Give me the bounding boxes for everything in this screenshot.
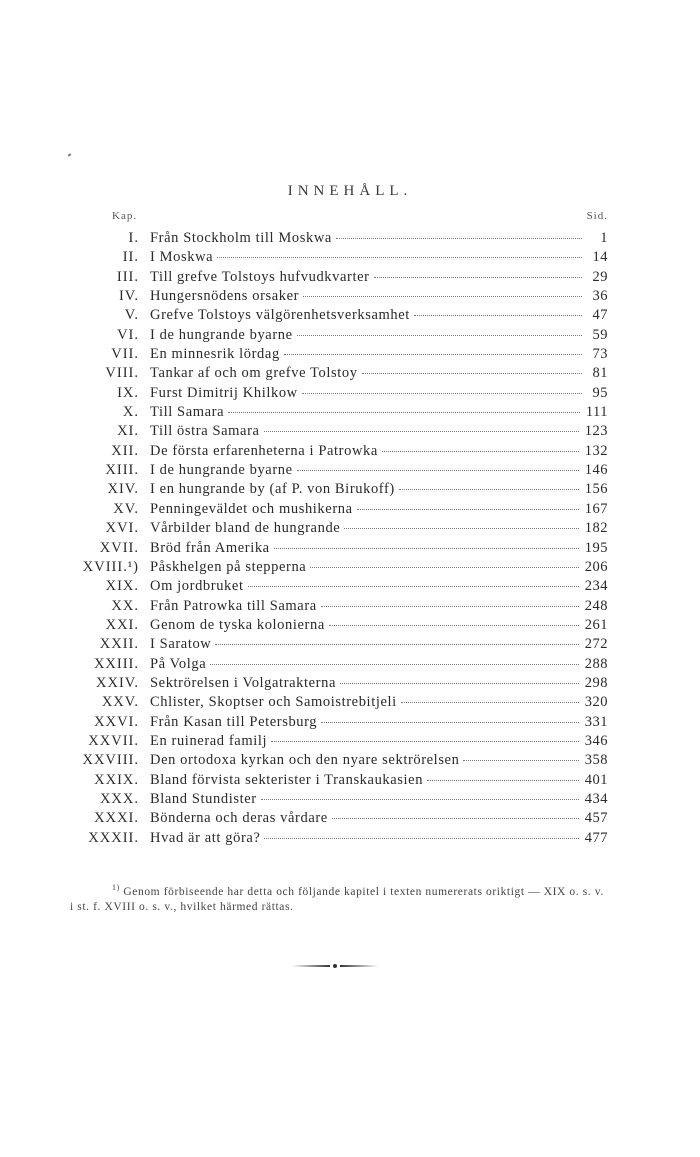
page-number: 156 — [584, 481, 608, 498]
chapter-number: XV. — [113, 500, 139, 517]
page-number: 81 — [592, 365, 608, 382]
page-number: 182 — [584, 520, 608, 537]
dot-leader — [374, 277, 582, 278]
toc-row — [60, 539, 608, 558]
table-of-contents — [60, 229, 608, 848]
page-number: 206 — [584, 558, 608, 575]
chapter-number: III. — [116, 268, 139, 285]
chapter-title: Grefve Tolstoys välgörenhetsverksamhet — [150, 307, 410, 324]
decorative-rule-ornament — [290, 960, 380, 972]
dot-leader — [344, 528, 578, 529]
toc-row — [60, 268, 608, 287]
dot-leader — [382, 451, 579, 452]
dot-leader — [228, 412, 580, 413]
toc-row — [60, 693, 608, 712]
chapter-number: XIII. — [105, 462, 139, 479]
toc-row — [60, 384, 608, 403]
toc-row — [60, 809, 608, 828]
dot-leader — [302, 393, 582, 394]
dot-leader — [284, 354, 582, 355]
chapter-number: VI. — [117, 326, 139, 343]
page-number: 95 — [592, 384, 608, 401]
toc-row — [60, 480, 608, 499]
page-number: 1 — [600, 230, 608, 246]
toc-row — [60, 287, 608, 306]
chapter-title: Bland Stundister — [150, 790, 257, 807]
page-number: 358 — [584, 752, 608, 769]
footnote — [70, 880, 608, 915]
chapter-title: Från Kasan till Petersburg — [150, 713, 318, 730]
page-number: 29 — [592, 268, 608, 285]
chapter-title: Tankar af och om grefve Tolstoy — [150, 365, 358, 382]
toc-row — [60, 248, 608, 267]
chapter-number: V. — [124, 307, 139, 324]
page-number: 346 — [584, 732, 608, 749]
chapter-title: Sektrörelsen i Volgatrakterna — [150, 674, 336, 691]
dot-leader — [217, 257, 582, 258]
toc-row — [60, 751, 608, 770]
toc-row — [60, 829, 608, 848]
page-number: 261 — [584, 616, 608, 633]
chapter-number: XXII. — [99, 636, 139, 653]
chapter-number: XXX. — [99, 790, 139, 807]
chapter-title: I en hungrande by (af P. von Birukoff) — [150, 481, 395, 498]
toc-row — [60, 442, 608, 461]
page-number: 111 — [585, 404, 608, 421]
toc-row — [60, 732, 608, 751]
chapter-number: VII. — [111, 346, 139, 363]
chapter-title: Den ortodoxa kyrkan och den nyare sektrörelsen — [150, 752, 460, 769]
chapter-number: XXVII. — [88, 732, 139, 749]
chapter-number: XII. — [111, 442, 139, 459]
chapter-number: XXXI. — [94, 810, 139, 827]
dot-leader — [248, 586, 579, 587]
toc-row — [60, 461, 608, 480]
chapter-title: Chlister, Skoptser och Samoistrebitjeli — [150, 694, 397, 711]
chapter-number: XI. — [117, 423, 139, 440]
toc-row — [60, 577, 608, 596]
dot-leader — [297, 335, 582, 336]
toc-row — [60, 674, 608, 693]
chapter-number: I. — [128, 230, 139, 246]
dot-leader — [321, 722, 579, 723]
page-number: 331 — [584, 713, 608, 730]
chapter-title: I Moskwa — [150, 249, 214, 266]
chapter-number: II. — [122, 249, 139, 266]
chapter-number: IX. — [117, 384, 139, 401]
toc-row — [60, 345, 608, 364]
page-number: 59 — [592, 326, 608, 343]
chapter-title: Påskhelgen på stepperna — [150, 558, 307, 575]
chapter-number: XXIII. — [93, 655, 139, 672]
page-number: 132 — [584, 442, 608, 459]
page-number: 248 — [584, 597, 608, 614]
toc-row — [60, 790, 608, 809]
ink-speck — [68, 153, 72, 156]
dot-leader — [332, 818, 579, 819]
chapter-title: Furst Dimitrij Khilkow — [150, 384, 298, 401]
dot-leader — [414, 315, 582, 316]
chapter-number: XXV. — [101, 694, 139, 711]
toc-row — [60, 771, 608, 790]
chapter-number: XIV. — [107, 481, 139, 498]
page-number: 298 — [584, 674, 608, 691]
chapter-title: Till grefve Tolstoys hufvudkvarter — [150, 268, 370, 285]
dot-leader — [321, 606, 579, 607]
page-number: 123 — [584, 423, 608, 440]
chapter-title: Penningeväldet och mushikerna — [150, 500, 353, 517]
chapter-title: Från Patrowka till Samara — [150, 597, 317, 614]
toc-row — [60, 635, 608, 654]
dot-leader — [329, 625, 579, 626]
toc-row — [60, 403, 608, 422]
page-number: 434 — [584, 790, 608, 807]
chapter-title: Bröd från Amerika — [150, 539, 270, 556]
chapter-number: XXVI. — [94, 713, 139, 730]
chapter-number: XXIX. — [94, 771, 139, 788]
dot-leader — [215, 644, 578, 645]
chapter-title: Till östra Samara — [150, 423, 260, 440]
chapter-title: Från Stockholm till Moskwa — [150, 230, 332, 246]
toc-row — [60, 713, 608, 732]
page-number: 73 — [592, 346, 608, 363]
dot-leader — [274, 548, 579, 549]
dot-leader — [463, 760, 578, 761]
dot-leader — [336, 238, 582, 239]
page-number: 195 — [584, 539, 608, 556]
toc-row — [60, 655, 608, 674]
page-number: 146 — [584, 462, 608, 479]
toc-row — [60, 306, 608, 325]
chapter-title: Om jordbruket — [150, 578, 244, 595]
chapter-column-header: Kap. — [112, 210, 138, 222]
page-number: 401 — [584, 771, 608, 788]
page-number: 320 — [584, 694, 608, 711]
dot-leader — [427, 780, 579, 781]
dot-leader — [310, 567, 578, 568]
dot-leader — [264, 431, 579, 432]
dot-leader — [303, 296, 582, 297]
toc-row — [60, 364, 608, 383]
chapter-title: På Volga — [150, 655, 207, 672]
chapter-title: Bland förvista sekterister i Transkaukasien — [150, 771, 424, 788]
toc-row — [60, 326, 608, 345]
page-number: 167 — [584, 500, 608, 517]
chapter-number: XVIII.¹) — [82, 558, 139, 575]
toc-row — [60, 229, 608, 248]
page-number: 234 — [584, 578, 608, 595]
chapter-title: Vårbilder bland de hungrande — [150, 520, 341, 537]
footnote-marker: 1) — [112, 883, 120, 892]
chapter-title: I de hungrande byarne — [150, 326, 293, 343]
page-number: 272 — [584, 636, 608, 653]
chapter-number: X. — [122, 404, 139, 421]
chapter-number: XXXII. — [88, 829, 139, 846]
chapter-title: Hvad är att göra? — [150, 829, 261, 846]
dot-leader — [362, 373, 582, 374]
dot-leader — [357, 509, 579, 510]
chapter-title: Genom de tyska kolonierna — [150, 616, 325, 633]
chapter-number: VIII. — [105, 365, 139, 382]
page-number: 457 — [584, 810, 608, 827]
dot-leader — [271, 741, 579, 742]
dot-leader — [297, 470, 579, 471]
toc-row — [60, 519, 608, 538]
page-number: 477 — [584, 829, 608, 846]
page-column-header: Sid. — [586, 210, 608, 222]
chapter-title: En ruinerad familj — [150, 732, 268, 749]
chapter-title: En minnesrik lördag — [150, 346, 280, 363]
toc-row — [60, 422, 608, 441]
page-title: INNEHÅLL. — [287, 183, 413, 199]
chapter-number: XVII. — [99, 539, 139, 556]
page-number: 36 — [592, 288, 608, 305]
chapter-title: Hungersnödens orsaker — [150, 288, 300, 305]
dot-leader — [401, 702, 579, 703]
toc-row — [60, 597, 608, 616]
chapter-number: IV. — [118, 288, 139, 305]
footnote-text: Genom förbiseende har detta och följande kapitel i texten numererats oriktigt — XIX o. s. v. i st. f. XVIII o. s. v., hvilket härmed rättas. — [70, 885, 604, 913]
chapter-title: Bönderna och deras vårdare — [150, 810, 328, 827]
chapter-title: I Saratow — [150, 636, 212, 653]
chapter-title: De första erfarenheterna i Patrowka — [150, 442, 378, 459]
dot-leader — [261, 799, 579, 800]
page-number: 47 — [592, 307, 608, 324]
chapter-number: XVI. — [105, 520, 139, 537]
page-number: 288 — [584, 655, 608, 672]
toc-row — [60, 500, 608, 519]
chapter-number: XIX. — [105, 578, 139, 595]
chapter-number: XXIV. — [96, 674, 139, 691]
dot-leader — [340, 683, 579, 684]
toc-row — [60, 558, 608, 577]
toc-row — [60, 616, 608, 635]
chapter-title: I de hungrande byarne — [150, 462, 293, 479]
dot-leader — [264, 838, 578, 839]
dot-leader — [399, 489, 579, 490]
chapter-number: XXVIII. — [82, 752, 139, 769]
dot-leader — [210, 664, 579, 665]
chapter-title: Till Samara — [150, 404, 225, 421]
chapter-number: XXI. — [105, 616, 139, 633]
page-number: 14 — [592, 249, 608, 266]
chapter-number: XX. — [111, 597, 139, 614]
